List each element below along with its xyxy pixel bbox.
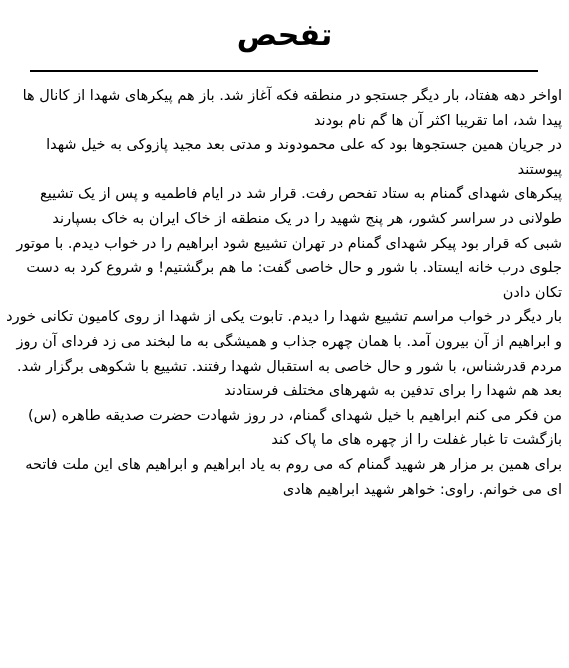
article-body: [6, 84, 562, 502]
paragraph-2: در جریان همین جستجوها بود که علی محمودوند و مدتی بعد مجید پازوکی به خیل شهدا پیوستند: [46, 137, 562, 178]
paragraph-5: بار دیگر در خواب مراسم تشییع شهدا را دیدم. تابوت یکی از شهدا از روی کامیون تکانی خورد و ابراهیم از آن بیرون آمد. با همان چهره جذاب و همیشگی به ما لبخند می زد فردای آن روز مردم قدرشناس، با شور و حال خاصی به استقبال شهدا رفتند. تشییع با شکوهی برگزار شد. بعد هم شهدا را برای تدفین به شهرهای مختلف فرستادند: [6, 309, 562, 400]
paragraph-4: شبی که قرار بود پیکر شهدای گمنام در تهران تشییع شود ابراهیم را در خواب دیدم. با موتور جلوی درب خانه ایستاد. با شور و حال خاصی گفت: ما هم برگشتیم! و شروع کرد به دست تکان دادن: [16, 235, 562, 301]
page-title: تفحص: [236, 18, 333, 53]
paragraph-1: اواخر دهه هفتاد، بار دیگر جستجو در منطقه فکه آغاز شد. باز هم پیکرهای شهدا از کانال ها پیدا شد، اما تقریبا اکثر آن ها گم نام بودند: [22, 88, 562, 129]
paragraph-7: برای همین بر مزار هر شهید گمنام که می روم به یاد ابراهیم و ابراهیم های این ملت فاتحه ای می خوانم. راوی: خواهر شهید ابراهیم هادی: [25, 456, 562, 498]
paragraph-6: من فکر می کنم ابراهیم با خیل شهدای گمنام، در روز شهادت حضرت صدیقه طاهره (س) بازگشت تا غبار غفلت را از چهره های ما پاک کند: [27, 407, 562, 449]
title-divider: [30, 70, 538, 72]
paragraph-3: پیکرهای شهدای گمنام به ستاد تفحص رفت. قرار شد در ایام فاطمیه و پس از یک تشییع طولانی در سراسر کشور، هر پنج شهید را در یک منطقه از خاک ایران به خاک بسپارند: [39, 186, 562, 227]
